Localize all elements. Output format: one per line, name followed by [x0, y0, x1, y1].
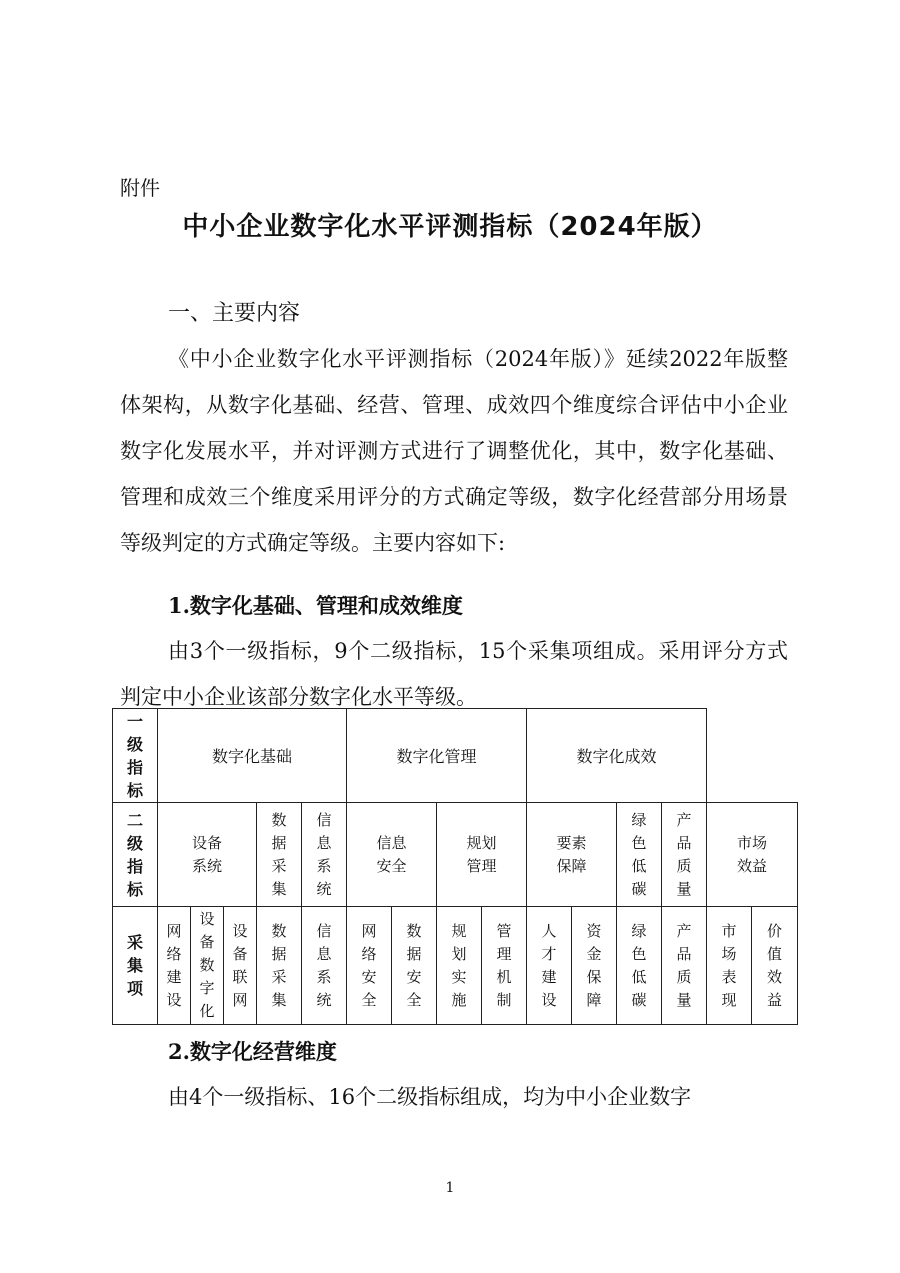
subsection-paragraph-1: 由3个一级指标，9个二级指标，15个采集项组成。采用评分方式判定中小企业该部分数字化水平等级。 [120, 639, 788, 709]
level2-indicator: 绿色低碳 [617, 803, 662, 907]
level2-indicator: 设备系统 [158, 803, 257, 907]
collection-item: 数据安全 [392, 907, 437, 1025]
level2-indicator: 规划管理 [437, 803, 527, 907]
level2-indicator: 信息系统 [302, 803, 347, 907]
collection-item: 市场表现 [707, 907, 752, 1025]
collection-item: 人才建设 [527, 907, 572, 1025]
collection-item: 价值效益 [752, 907, 798, 1025]
attachment-label: 附件 [120, 176, 160, 200]
collection-item: 设备联网 [224, 907, 257, 1025]
level2-indicator: 信息安全 [347, 803, 437, 907]
level2-indicator: 要素保障 [527, 803, 617, 907]
collection-item: 资金保障 [572, 907, 617, 1025]
level2-indicator: 市场效益 [707, 803, 798, 907]
subsection-heading-basic-mgmt-outcome: 1.数字化基础、管理和成效维度 [168, 593, 463, 618]
collection-item: 网络安全 [347, 907, 392, 1025]
subsection-paragraph-2: 由4个一级指标、16个二级指标组成，均为中小企业数字 [168, 1085, 692, 1109]
collection-item: 管理机制 [482, 907, 527, 1025]
collection-item: 信息系统 [302, 907, 347, 1025]
collection-item: 数据采集 [257, 907, 302, 1025]
row-header-level1: 一级指标 [113, 709, 158, 803]
row-header-level2: 二级指标 [113, 803, 158, 907]
subsection-heading-operations: 2.数字化经营维度 [168, 1039, 337, 1064]
level1-indicator: 数字化成效 [527, 709, 707, 803]
collection-item: 规划实施 [437, 907, 482, 1025]
section-heading-main-content: 一、主要内容 [168, 301, 301, 326]
level2-indicator: 数据采集 [257, 803, 302, 907]
level2-indicator: 产品质量 [662, 803, 707, 907]
document-title: 中小企业数字化水平评测指标（2024年版） [182, 212, 718, 242]
level1-indicator: 数字化基础 [158, 709, 347, 803]
intro-paragraph: 《中小企业数字化水平评测指标（2024年版）》延续2022年版整体架构，从数字化基础、经营、管理、成效四个维度综合评估中小企业数字化发展水平，并对评测方式进行了调整优化，其中，数字化基础、管理和成效三个维度采用评分的方式确定等级，数字化经营部分用场景等级判定的方式确定等级。主要内容如下: [120, 347, 788, 555]
collection-item: 设备数字化 [191, 907, 224, 1025]
indicator-table [112, 708, 798, 1025]
collection-item: 网络建设 [158, 907, 191, 1025]
row-header-items: 采集项 [113, 907, 158, 1025]
level1-indicator: 数字化管理 [347, 709, 527, 803]
collection-item: 产品质量 [662, 907, 707, 1025]
collection-item: 绿色低碳 [617, 907, 662, 1025]
page-number: 1 [445, 1180, 455, 1196]
